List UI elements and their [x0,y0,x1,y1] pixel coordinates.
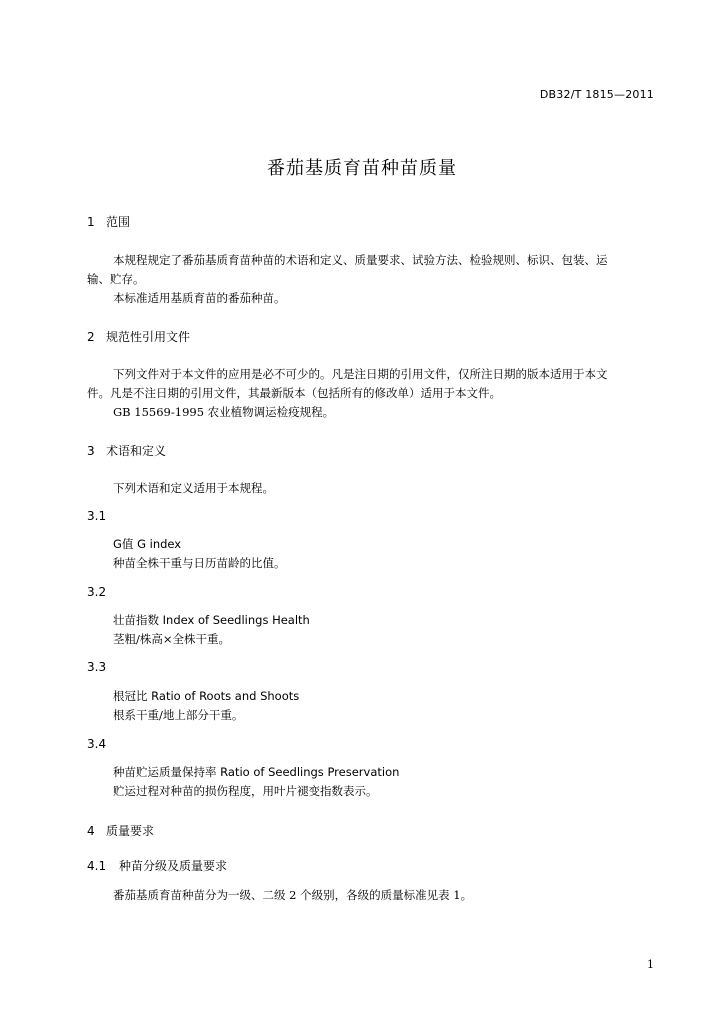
term-number: 3.2 [87,585,107,599]
term-title: G值 G index [113,537,182,551]
section-number: 3 [87,444,95,458]
section-heading-terms [87,442,166,459]
term-definition: 贮运过程对种苗的损伤程度，用叶片褪变指数表示。 [113,784,378,798]
terms-intro: 下列术语和定义适用于本规程。 [113,481,274,495]
term-number: 3.4 [87,737,107,751]
term-title: 壮苗指数 Index of Seedlings Health [113,613,310,627]
term-number: 3.3 [87,660,107,674]
term-definition: 种苗全株干重与日历苗龄的比值。 [113,556,286,570]
subsection-title: 种苗分级及质量要求 [119,859,228,873]
section-number: 1 [87,215,95,229]
section-number: 2 [87,330,95,344]
section-number: 4 [87,824,95,838]
section-title: 质量要求 [106,824,155,838]
section-title: 范围 [106,215,131,229]
term-title: 根冠比 Ratio of Roots and Shoots [113,689,300,703]
scope-line-1: 本规程规定了番茄基质育苗种苗的术语和定义、质量要求、试验方法、检验规则、标识、包装、运 [113,253,608,267]
references-line-2: 件。凡是不注日期的引用文件，其最新版本（包括所有的修改单）适用于本文件。 [87,386,501,400]
scope-line-3: 本标准适用基质育苗的番茄种苗。 [113,291,286,305]
term-definition: 根系干重/地上部分干重。 [113,708,244,722]
term-number: 3.1 [87,509,107,523]
term-definition: 茎粗/株高×全株干重。 [113,632,231,646]
section-title: 规范性引用文件 [106,330,191,344]
subsection-number: 4.1 [87,859,107,873]
standard-code: DB32/T 1815—2011 [539,88,654,101]
page-number: 1 [647,958,654,971]
references-line-1: 下列文件对于本文件的应用是必不可少的。凡是注日期的引用文件，仅所注日期的版本适用于本文 [113,367,608,381]
term-title: 种苗贮运质量保持率 Ratio of Seedlings Preservation [113,765,400,779]
section-title: 术语和定义 [106,444,167,458]
subsection-heading-grading [87,857,227,874]
section-heading-scope [87,213,130,230]
section-heading-quality [87,822,154,839]
references-line-3: GB 15569-1995 农业植物调运检疫规程。 [113,405,335,419]
section-heading-normative-references [87,328,190,345]
scope-line-2: 输、贮存。 [87,272,145,286]
document-title: 番茄基质育苗种苗质量 [267,158,457,179]
grading-text: 番茄基质育苗种苗分为一级、二级 2 个级别，各级的质量标准见表 1。 [113,888,473,902]
